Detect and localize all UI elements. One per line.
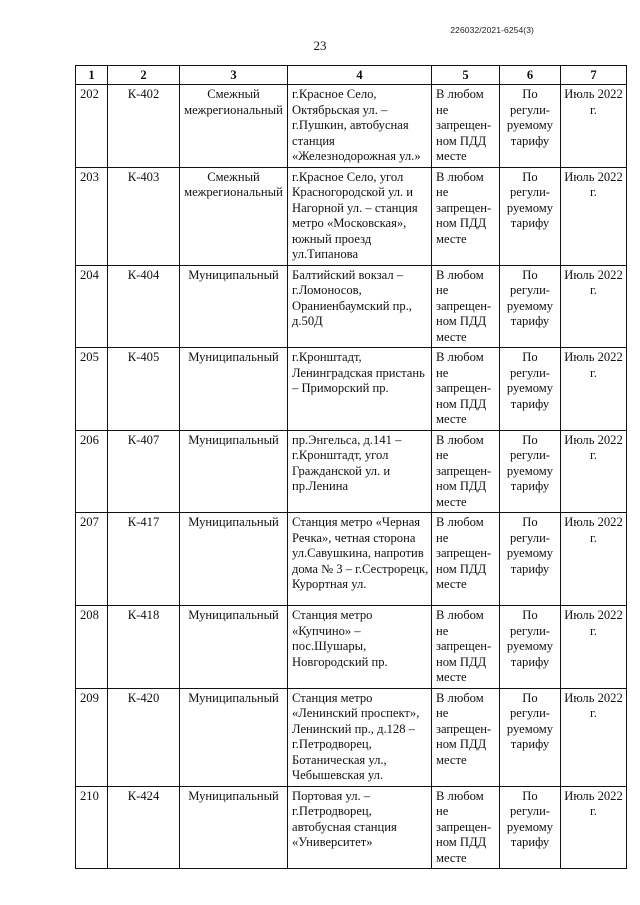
start-date-cell: Июль 2022 г.	[561, 265, 627, 348]
tariff-type-cell: По регули-руемому тарифу	[500, 167, 561, 265]
route-code-cell: К-418	[108, 606, 180, 689]
tariff-type-cell: По регули-руемому тарифу	[500, 688, 561, 786]
stop-order-cell: В любом не запрещен-ном ПДД месте	[432, 786, 500, 869]
table-row	[76, 85, 627, 168]
route-type-cell: Смежный межрегиональный	[180, 167, 288, 265]
route-code-cell: К-404	[108, 265, 180, 348]
start-date-cell: Июль 2022 г.	[561, 786, 627, 869]
route-code-cell: К-417	[108, 513, 180, 606]
route-type-cell: Муниципальный	[180, 265, 288, 348]
tariff-type-cell: По регули-руемому тарифу	[500, 430, 561, 513]
stop-order-cell: В любом не запрещен-ном ПДД месте	[432, 265, 500, 348]
table-row	[76, 430, 627, 513]
start-date-cell: Июль 2022 г.	[561, 85, 627, 168]
route-number-cell: 202	[76, 85, 108, 168]
route-code-cell: К-402	[108, 85, 180, 168]
route-path-cell: г.Красное Село, Октябрьская ул. – г.Пушкин, автобусная станция «Железнодорожная ул.»	[288, 85, 432, 168]
route-number-cell: 208	[76, 606, 108, 689]
table-row	[76, 513, 627, 606]
start-date-cell: Июль 2022 г.	[561, 513, 627, 606]
stop-order-cell: В любом не запрещен-ном ПДД месте	[432, 688, 500, 786]
route-number-cell: 204	[76, 265, 108, 348]
tariff-type-cell: По регули-руемому тарифу	[500, 85, 561, 168]
stop-order-cell: В любом не запрещен-ном ПДД месте	[432, 348, 500, 431]
route-code-cell: К-424	[108, 786, 180, 869]
route-number-cell: 203	[76, 167, 108, 265]
route-path-cell: Станция метро «Ленинский проспект», Ленинский пр., д.128 – г.Петродворец, Ботаническая ул., Чебышевская ул.	[288, 688, 432, 786]
page-number: 23	[313, 38, 327, 53]
tariff-type-cell: По регули-руемому тарифу	[500, 348, 561, 431]
route-path-cell: г.Красное Село, угол Красногородской ул. и Нагорной ул. – станция метро «Московская», южный проезд ул.Типанова	[288, 167, 432, 265]
routes-table	[75, 65, 627, 869]
route-code-cell: К-420	[108, 688, 180, 786]
column-header: 1	[76, 66, 108, 85]
route-number-cell: 210	[76, 786, 108, 869]
table-row	[76, 265, 627, 348]
route-code-cell: К-407	[108, 430, 180, 513]
route-path-cell: г.Кронштадт, Ленинградская пристань – Приморский пр.	[288, 348, 432, 431]
stop-order-cell: В любом не запрещен-ном ПДД месте	[432, 85, 500, 168]
route-type-cell: Муниципальный	[180, 606, 288, 689]
table-row	[76, 167, 627, 265]
start-date-cell: Июль 2022 г.	[561, 348, 627, 431]
route-type-cell: Муниципальный	[180, 430, 288, 513]
tariff-type-cell: По регули-руемому тарифу	[500, 786, 561, 869]
route-path-cell: Станция метро «Купчино» – пос.Шушары, Новгородский пр.	[288, 606, 432, 689]
table-row	[76, 688, 627, 786]
route-type-cell: Муниципальный	[180, 688, 288, 786]
route-path-cell: пр.Энгельса, д.141 – г.Кронштадт, угол Гражданской ул. и пр.Ленина	[288, 430, 432, 513]
tariff-type-cell: По регули-руемому тарифу	[500, 265, 561, 348]
start-date-cell: Июль 2022 г.	[561, 167, 627, 265]
stop-order-cell: В любом не запрещен-ном ПДД месте	[432, 430, 500, 513]
route-type-cell: Муниципальный	[180, 348, 288, 431]
table-header-row	[76, 66, 627, 85]
route-code-cell: К-403	[108, 167, 180, 265]
route-number-cell: 206	[76, 430, 108, 513]
route-path-cell: Портовая ул. – г.Петродворец, автобусная станция «Университет»	[288, 786, 432, 869]
route-type-cell: Смежный межрегиональный	[180, 85, 288, 168]
route-number-cell: 205	[76, 348, 108, 431]
column-header: 6	[500, 66, 561, 85]
start-date-cell: Июль 2022 г.	[561, 430, 627, 513]
route-code-cell: К-405	[108, 348, 180, 431]
table-row	[76, 786, 627, 869]
route-path-cell: Станция метро «Черная Речка», четная сторона ул.Савушкина, напротив дома № 3 – г.Сестрорецк, Курортная ул.	[288, 513, 432, 606]
route-number-cell: 209	[76, 688, 108, 786]
column-header: 7	[561, 66, 627, 85]
stop-order-cell: В любом не запрещен-ном ПДД месте	[432, 606, 500, 689]
tariff-type-cell: По регули-руемому тарифу	[500, 513, 561, 606]
column-header: 3	[180, 66, 288, 85]
column-header: 2	[108, 66, 180, 85]
tariff-type-cell: По регули-руемому тарифу	[500, 606, 561, 689]
document-id: 226032/2021-6254(3)	[450, 25, 534, 35]
start-date-cell: Июль 2022 г.	[561, 606, 627, 689]
table-row	[76, 606, 627, 689]
route-type-cell: Муниципальный	[180, 513, 288, 606]
column-header: 4	[288, 66, 432, 85]
route-number-cell: 207	[76, 513, 108, 606]
table-row	[76, 348, 627, 431]
stop-order-cell: В любом не запрещен-ном ПДД месте	[432, 513, 500, 606]
route-type-cell: Муниципальный	[180, 786, 288, 869]
stop-order-cell: В любом не запрещен-ном ПДД месте	[432, 167, 500, 265]
route-path-cell: Балтийский вокзал – г.Ломоносов, Ораниенбаумский пр., д.50Д	[288, 265, 432, 348]
start-date-cell: Июль 2022 г.	[561, 688, 627, 786]
column-header: 5	[432, 66, 500, 85]
